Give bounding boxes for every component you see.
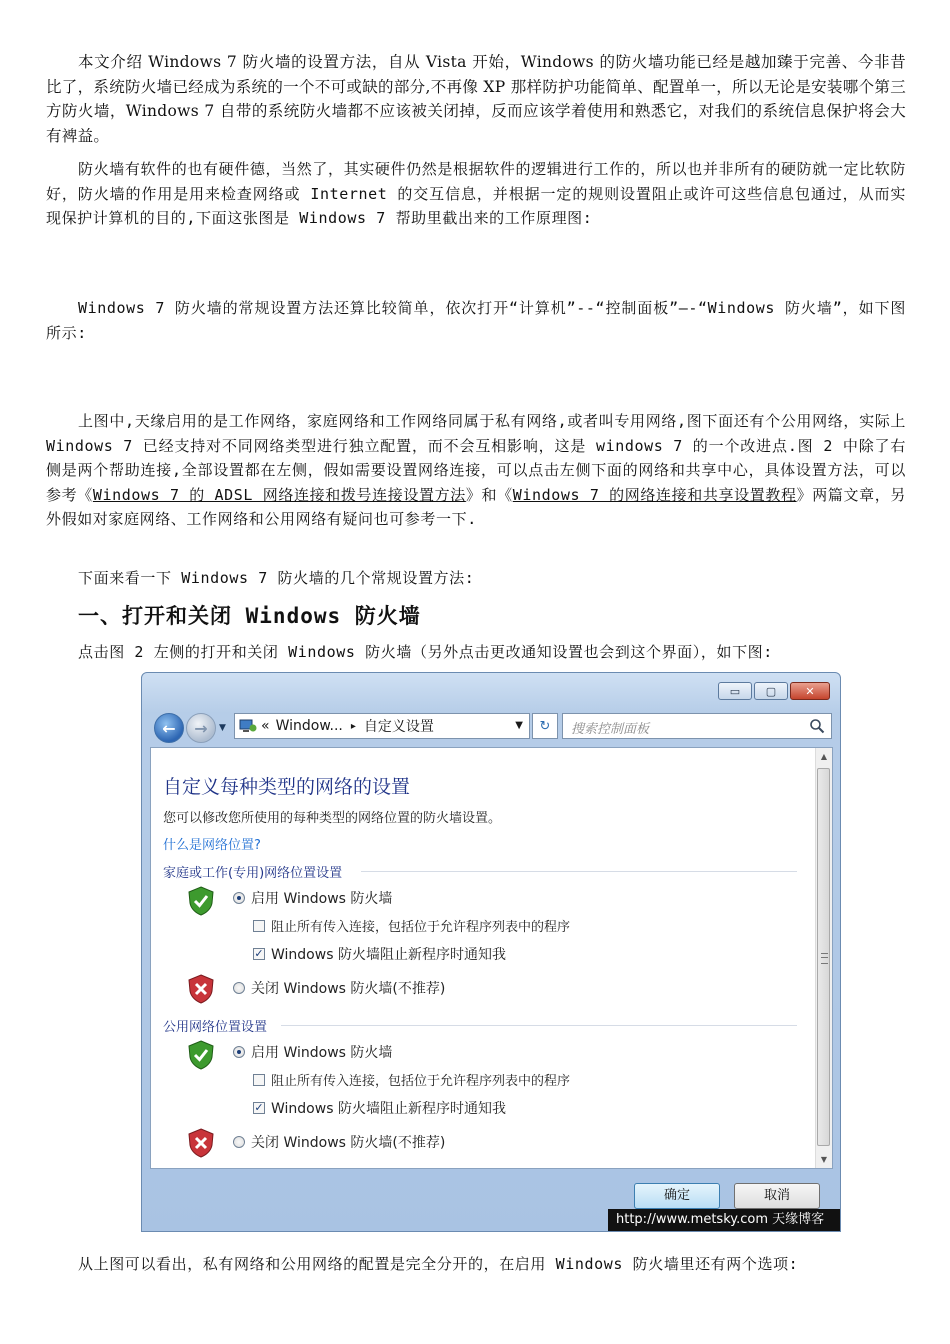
sharing-article-link[interactable]: Windows 7 的网络连接和共享设置教程: [512, 485, 797, 504]
public-disable-option[interactable]: [233, 1132, 445, 1152]
public-enable-option[interactable]: [233, 1042, 392, 1062]
shield-green-icon: [187, 886, 215, 916]
search-input[interactable]: [562, 713, 832, 739]
scrollbar-thumb[interactable]: [817, 768, 830, 1146]
breadcrumb-prefix: «: [261, 718, 270, 734]
address-dropdown-icon[interactable]: ▼: [515, 720, 523, 731]
arrow-right-icon: →: [194, 718, 208, 738]
checkbox-label: Windows 防火墙阻止新程序时通知我: [271, 947, 506, 963]
group-divider: [281, 1025, 797, 1026]
minimize-button[interactable]: ▭: [718, 682, 752, 700]
cancel-button[interactable]: 取消: [734, 1183, 820, 1209]
settings-content-pane: [150, 747, 833, 1169]
radio-label: 启用 Windows 防火墙: [251, 891, 393, 907]
hardware-software-paragraph: 防火墙有软件的也有硬件德，当然了，其实硬件仍然是根据软件的逻辑进行工作的，所以也并非所有的硬防就一定比软防好，防火墙的作用是用来检查网络或 Internet 的交互信息，并根据一定的规则设置阻止或许可这些信息包通过，从而实现保护计算机的目的,下面这张图是 Windows 7 帮助里截出来的工作原理图:: [46, 160, 906, 227]
shield-red-icon: [187, 974, 215, 1004]
private-block-all-checkbox[interactable]: [253, 920, 265, 932]
conclusion-paragraph: 从上图可以看出，私有网络和公用网络的配置是完全分开的，在启用 Windows 防火墙里还有两个选项:: [78, 1255, 799, 1273]
arrow-left-icon: ←: [162, 718, 176, 738]
methods-intro-paragraph: 下面来看一下 Windows 7 防火墙的几个常规设置方法:: [78, 569, 475, 587]
paragraph-text: 》两篇文章，另外假如对家庭网络、工作网络和公用网络有疑问也可参考一下.: [46, 485, 906, 528]
checkbox-label: 阻止所有传入连接，包括位于允许程序列表中的程序: [271, 1074, 571, 1089]
private-disable-option[interactable]: [233, 978, 445, 998]
forward-button[interactable]: [186, 713, 216, 743]
shield-red-icon: [187, 1128, 215, 1158]
paragraph-text: 上图中,天缘启用的是工作网络，家庭网络和工作网络同属于私有网络,或者叫专用网络,图下面还有个公用网络，实际上 Windows 7 已经支持对不同网络类型进行独立配置，而不会互相影响，这是 windows 7 的一个改进点.图 2 中除了右侧是两个帮助连接,全部设置都在左侧，假如需要设置网络连接，可以点击左侧下面的网络和共享中心，具体设置方法，可以参考《: [46, 412, 906, 504]
search-icon[interactable]: [809, 718, 825, 734]
intro-paragraph: 本文介绍 Windows 7 防火墙的设置方法，自从 Vista 开始，Windows 的防火墙功能已经是越加臻于完善、今非昔比了，系统防火墙已经成为系统的一个不可或缺的部分,不再像 XP 那样防护功能简单、配置单一，所以无论是安装哪个第三方防火墙，Windows 7 自带的系统防火墙都不应该被关闭掉，反而应该学着使用和熟悉它，对我们的系统信息保护将会大有裨益。: [46, 53, 906, 145]
checkbox-label: Windows 防火墙阻止新程序时通知我: [271, 1101, 506, 1117]
public-enable-radio[interactable]: [233, 1046, 245, 1058]
vertical-scrollbar[interactable]: [815, 748, 832, 1168]
watermark: http://www.metsky.com 天缘博客: [608, 1209, 840, 1231]
address-bar[interactable]: [234, 713, 530, 739]
public-network-group-label: 公用网络位置设置: [163, 1020, 268, 1035]
private-notify-checkbox[interactable]: ✓: [254, 947, 264, 960]
breadcrumb-custom-settings[interactable]: 自定义设置: [363, 719, 434, 735]
group-divider: [361, 871, 797, 872]
private-enable-radio[interactable]: [233, 892, 245, 904]
private-block-all-option[interactable]: [253, 916, 570, 935]
settings-path-paragraph: Windows 7 防火墙的常规设置方法还算比较简单，依次打开“计算机”--“控制面板”—-“Windows 防火墙”，如下图所示:: [46, 299, 906, 342]
radio-label: 关闭 Windows 防火墙(不推荐): [251, 1135, 446, 1151]
grip-icon: [821, 953, 828, 964]
page-title: 自定义每种类型的网络的设置: [163, 776, 411, 798]
public-block-all-option[interactable]: [253, 1070, 570, 1089]
private-enable-option[interactable]: [233, 888, 392, 908]
navigation-bar: [150, 711, 834, 743]
refresh-button[interactable]: [532, 713, 558, 739]
private-network-group-label: 家庭或工作(专用)网络位置设置: [163, 866, 343, 881]
private-notify-option[interactable]: [253, 944, 506, 964]
public-disable-radio[interactable]: [233, 1136, 245, 1148]
radio-label: 关闭 Windows 防火墙(不推荐): [251, 981, 446, 997]
scroll-up-icon[interactable]: ▲: [820, 752, 828, 761]
radio-label: 启用 Windows 防火墙: [251, 1045, 393, 1061]
scroll-down-icon[interactable]: ▼: [820, 1155, 828, 1164]
ok-button[interactable]: 确定: [634, 1183, 720, 1209]
back-button[interactable]: [154, 713, 184, 743]
network-types-paragraph: [46, 409, 906, 532]
figure-intro-paragraph: 点击图 2 左侧的打开和关闭 Windows 防火墙（另外点击更改通知设置也会到这个界面），如下图:: [78, 643, 773, 661]
adsl-article-link[interactable]: Windows 7 的 ADSL 网络连接和拨号连接设置方法: [92, 485, 466, 504]
breadcrumb-windows[interactable]: Window...: [275, 718, 343, 734]
firewall-settings-window: [141, 672, 841, 1232]
close-button[interactable]: ✕: [790, 682, 830, 700]
public-notify-checkbox[interactable]: ✓: [254, 1101, 264, 1114]
section-heading: 一、打开和关闭 Windows 防火墙: [78, 604, 421, 628]
breadcrumb-separator-icon: ▸: [350, 720, 356, 732]
maximize-button[interactable]: ▢: [754, 682, 788, 700]
checkbox-label: 阻止所有传入连接，包括位于允许程序列表中的程序: [271, 920, 571, 935]
private-disable-radio[interactable]: [233, 982, 245, 994]
page-description: 您可以修改您所使用的每种类型的网络位置的防火墙设置。: [163, 811, 502, 826]
network-location-help-link[interactable]: 什么是网络位置?: [163, 838, 261, 853]
shield-green-icon: [187, 1040, 215, 1070]
public-block-all-checkbox[interactable]: [253, 1074, 265, 1086]
title-buttons: [718, 682, 830, 700]
refresh-icon: ↻: [539, 718, 551, 734]
search-placeholder: 搜索控制面板: [571, 722, 650, 737]
public-notify-option[interactable]: [253, 1098, 506, 1118]
paragraph-text: 》和《: [465, 485, 513, 504]
control-panel-icon: [239, 718, 257, 734]
history-dropdown-icon[interactable]: ▼: [219, 723, 226, 733]
